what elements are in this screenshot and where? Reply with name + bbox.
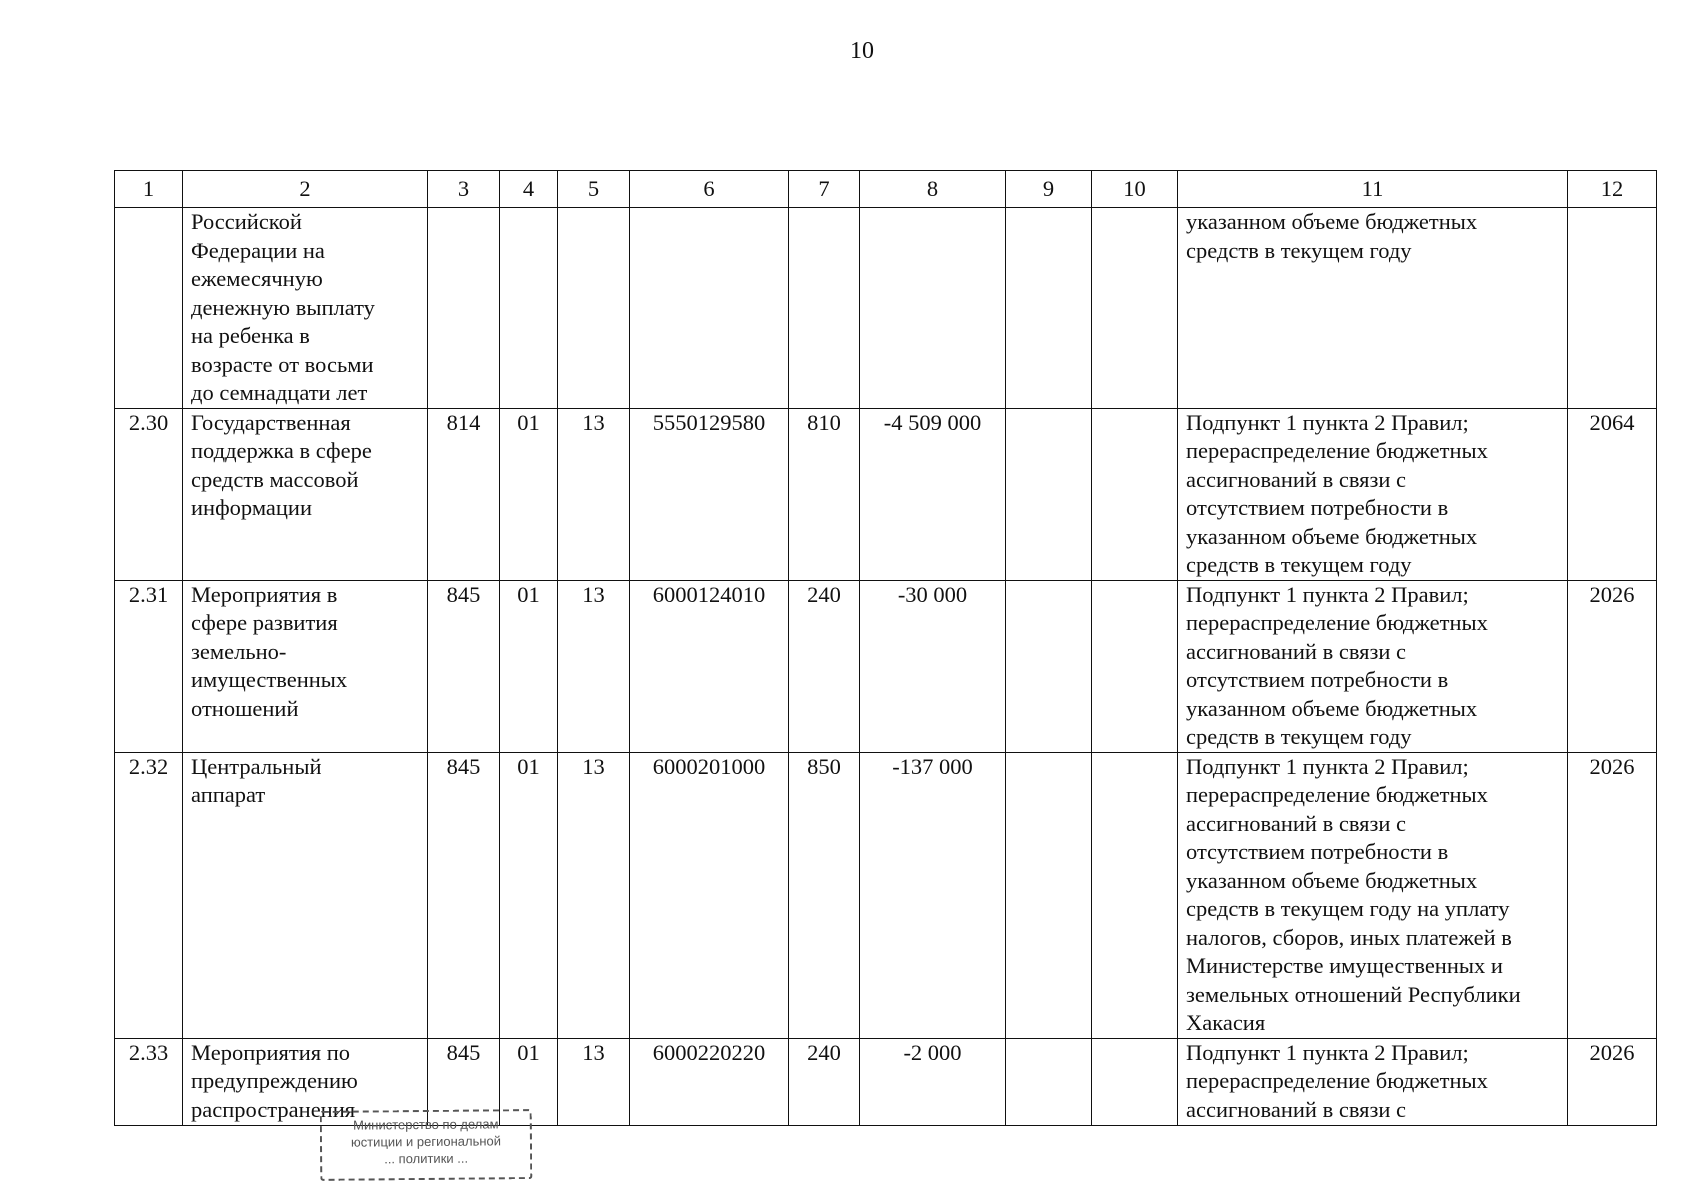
section-code: 01: [500, 1038, 558, 1125]
table-row: [115, 408, 1657, 580]
subsection-code: [558, 208, 630, 409]
column-10-value: [1092, 208, 1178, 409]
column-header: 8: [860, 171, 1006, 208]
basis-text: Подпункт 1 пункта 2 Правил; перераспределение бюджетных ассигнований в связи с: [1178, 1038, 1568, 1125]
column-header: 5: [558, 171, 630, 208]
column-header: 9: [1006, 171, 1092, 208]
expense-type-code: 810: [789, 408, 860, 580]
ministry-code: 845: [428, 1038, 500, 1125]
code-12: 2064: [1568, 408, 1657, 580]
column-9-value: [1006, 408, 1092, 580]
expense-type-code: 850: [789, 752, 860, 1038]
table-header-row: [115, 171, 1657, 208]
expense-type-code: 240: [789, 1038, 860, 1125]
column-9-value: [1006, 580, 1092, 752]
amount: -30 000: [860, 580, 1006, 752]
column-10-value: [1092, 408, 1178, 580]
amount: -4 509 000: [860, 408, 1006, 580]
column-header: 7: [789, 171, 860, 208]
column-10-value: [1092, 1038, 1178, 1125]
column-header: 1: [115, 171, 183, 208]
target-article-code: 5550129580: [630, 408, 789, 580]
code-12: 2026: [1568, 580, 1657, 752]
row-number: [115, 208, 183, 409]
ministry-code: 814: [428, 408, 500, 580]
target-article-code: [630, 208, 789, 409]
column-header: 6: [630, 171, 789, 208]
code-12: [1568, 208, 1657, 409]
column-header: 11: [1178, 171, 1568, 208]
column-header: 10: [1092, 171, 1178, 208]
expense-name: Мероприятия по предупреждению распространения: [183, 1038, 428, 1125]
column-10-value: [1092, 752, 1178, 1038]
ministry-code: [428, 208, 500, 409]
budget-table: [114, 170, 1657, 1126]
expense-name: Российской Федерации на ежемесячную денежную выплату на ребенка в возрасте от восьми до семнадцати лет: [183, 208, 428, 409]
section-code: 01: [500, 580, 558, 752]
expense-type-code: 240: [789, 580, 860, 752]
column-header: 2: [183, 171, 428, 208]
section-code: [500, 208, 558, 409]
column-header: 3: [428, 171, 500, 208]
page-number: 10: [850, 38, 874, 64]
expense-type-code: [789, 208, 860, 409]
amount: [860, 208, 1006, 409]
ministry-code: 845: [428, 580, 500, 752]
basis-text: Подпункт 1 пункта 2 Правил; перераспределение бюджетных ассигнований в связи с отсутствием потребности в указанном объеме бюджетных средств в текущем году: [1178, 580, 1568, 752]
column-9-value: [1006, 752, 1092, 1038]
ministry-code: 845: [428, 752, 500, 1038]
table-row: [115, 208, 1657, 409]
target-article-code: 6000201000: [630, 752, 789, 1038]
ministry-stamp: [320, 1109, 533, 1181]
expense-name: Центральный аппарат: [183, 752, 428, 1038]
stamp-line: Министерство по делам: [353, 1116, 499, 1133]
row-number: 2.33: [115, 1038, 183, 1125]
expense-name: Мероприятия в сфере развития земельно- имущественных отношений: [183, 580, 428, 752]
basis-text: указанном объеме бюджетных средств в текущем году: [1178, 208, 1568, 409]
subsection-code: 13: [558, 752, 630, 1038]
section-code: 01: [500, 408, 558, 580]
subsection-code: 13: [558, 408, 630, 580]
code-12: 2026: [1568, 752, 1657, 1038]
amount: -2 000: [860, 1038, 1006, 1125]
target-article-code: 6000220220: [630, 1038, 789, 1125]
expense-name: Государственная поддержка в сфере средств массовой информации: [183, 408, 428, 580]
table-row: [115, 580, 1657, 752]
target-article-code: 6000124010: [630, 580, 789, 752]
subsection-code: 13: [558, 1038, 630, 1125]
column-header: 4: [500, 171, 558, 208]
amount: -137 000: [860, 752, 1006, 1038]
basis-text: Подпункт 1 пункта 2 Правил; перераспределение бюджетных ассигнований в связи с отсутствием потребности в указанном объеме бюджетных средств в текущем году на уплату налогов, сборов, иных платежей в Министерстве имущественных и земельных отношений Республики Хакасия: [1178, 752, 1568, 1038]
basis-text: Подпункт 1 пункта 2 Правил; перераспределение бюджетных ассигнований в связи с отсутствием потребности в указанном объеме бюджетных средств в текущем году: [1178, 408, 1568, 580]
row-number: 2.31: [115, 580, 183, 752]
row-number: 2.30: [115, 408, 183, 580]
stamp-line: юстиции и региональной: [350, 1133, 502, 1150]
column-header: 12: [1568, 171, 1657, 208]
table-row: [115, 752, 1657, 1038]
column-9-value: [1006, 208, 1092, 409]
code-12: 2026: [1568, 1038, 1657, 1125]
subsection-code: 13: [558, 580, 630, 752]
column-10-value: [1092, 580, 1178, 752]
column-9-value: [1006, 1038, 1092, 1125]
stamp-line: ... политики ...: [384, 1150, 469, 1167]
row-number: 2.32: [115, 752, 183, 1038]
section-code: 01: [500, 752, 558, 1038]
